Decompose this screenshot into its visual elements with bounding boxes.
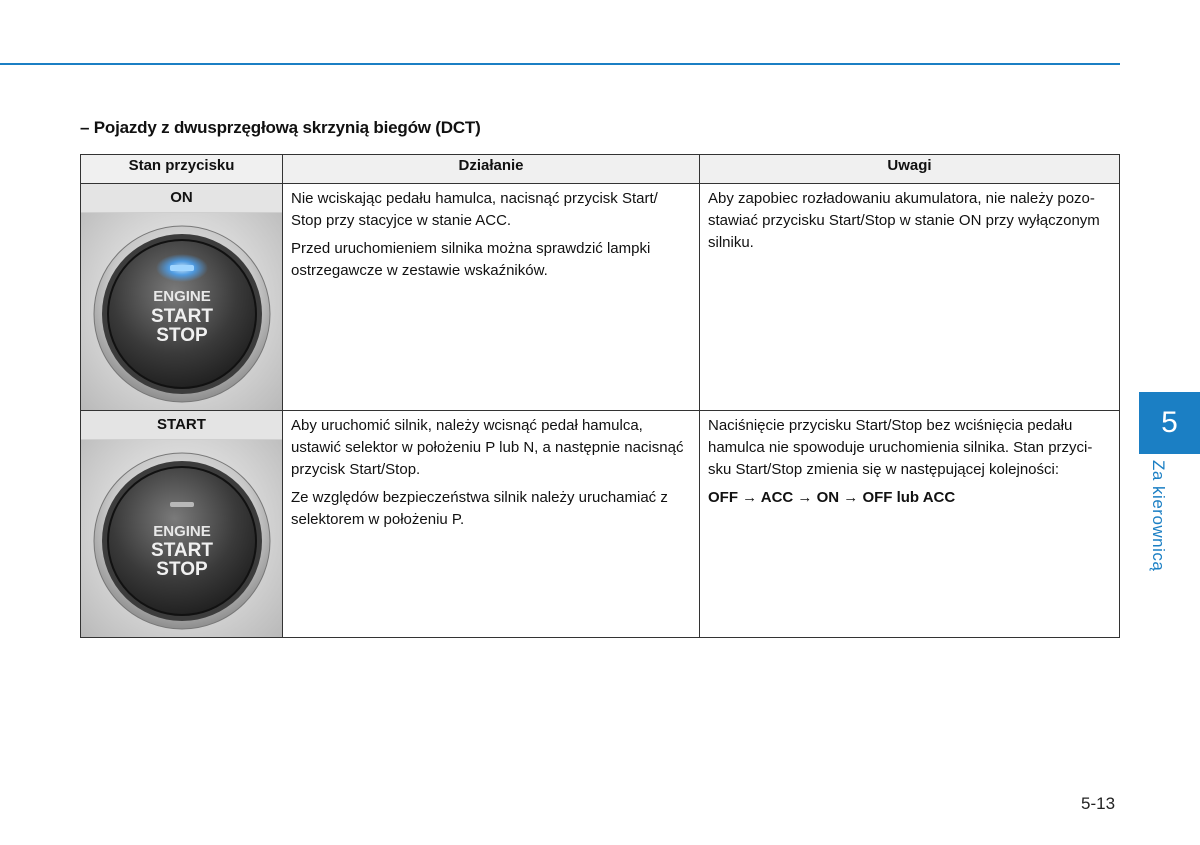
action-text: Nie wciskając pedału hamulca, nacisnąć przycisk Start/ Stop przy stacyjce w stanie ACC. bbox=[291, 190, 658, 229]
state-label: START bbox=[81, 411, 282, 440]
notes-cell bbox=[700, 184, 1120, 411]
state-cell bbox=[81, 184, 283, 411]
notes-sequence: OFF → ACC → ON → OFF lub ACC bbox=[708, 489, 956, 506]
chapter-label: Za kierownicą bbox=[1149, 460, 1168, 572]
indicator-light bbox=[170, 502, 194, 507]
button-text-stop: STOP bbox=[156, 559, 208, 580]
header-action: Działanie bbox=[283, 155, 700, 184]
state-label: ON bbox=[81, 184, 282, 213]
button-text-start: START bbox=[151, 540, 213, 561]
engine-start-button-image bbox=[81, 440, 282, 637]
state-cell bbox=[81, 411, 283, 638]
header-state: Stan przycisku bbox=[81, 155, 283, 184]
engine-start-button-image bbox=[81, 213, 282, 410]
chapter-tab: 5 bbox=[1139, 392, 1200, 454]
action-cell bbox=[283, 411, 700, 638]
button-text-stop: STOP bbox=[156, 325, 208, 346]
button-text-start: START bbox=[151, 306, 213, 327]
start-stop-table bbox=[80, 154, 1120, 638]
action-cell bbox=[283, 184, 700, 411]
page-number: 5-13 bbox=[1081, 794, 1116, 813]
table-row bbox=[81, 184, 1120, 411]
button-text-engine: ENGINE bbox=[153, 288, 211, 305]
button-text-engine: ENGINE bbox=[153, 523, 211, 540]
indicator-light bbox=[170, 265, 194, 271]
section-title: – Pojazdy z dwusprzęgłową skrzynią biegów (DCT) bbox=[80, 118, 481, 137]
notes-cell bbox=[700, 411, 1120, 638]
top-rule bbox=[0, 63, 1120, 65]
table-row bbox=[81, 411, 1120, 638]
action-text: Aby uruchomić silnik, należy wcisnąć pedał hamulca, ustawić selektor w położeniu P lub N, a następnie nacisnąć przycisk Start/Stop. bbox=[291, 417, 684, 478]
table-header-row bbox=[81, 155, 1120, 184]
action-text: Przed uruchomieniem silnika można sprawdzić lampki ostrzegawcze w zestawie wskaźników. bbox=[291, 240, 651, 279]
header-notes: Uwagi bbox=[700, 155, 1120, 184]
action-text: Ze względów bezpieczeństwa silnik należy uruchamiać z selektorem w położeniu P. bbox=[291, 489, 668, 528]
notes-text: Naciśnięcie przycisku Start/Stop bez wciśnięcia pedału hamulca nie spowoduje uruchomienia silnika. Stan przyci- sku Start/Stop zmienia się w następującej kolejności: bbox=[708, 417, 1093, 478]
notes-text: Aby zapobiec rozładowaniu akumulatora, nie należy pozo- stawiać przycisku Start/Stop w stanie ON przy wyłączonym silniku. bbox=[708, 190, 1100, 251]
